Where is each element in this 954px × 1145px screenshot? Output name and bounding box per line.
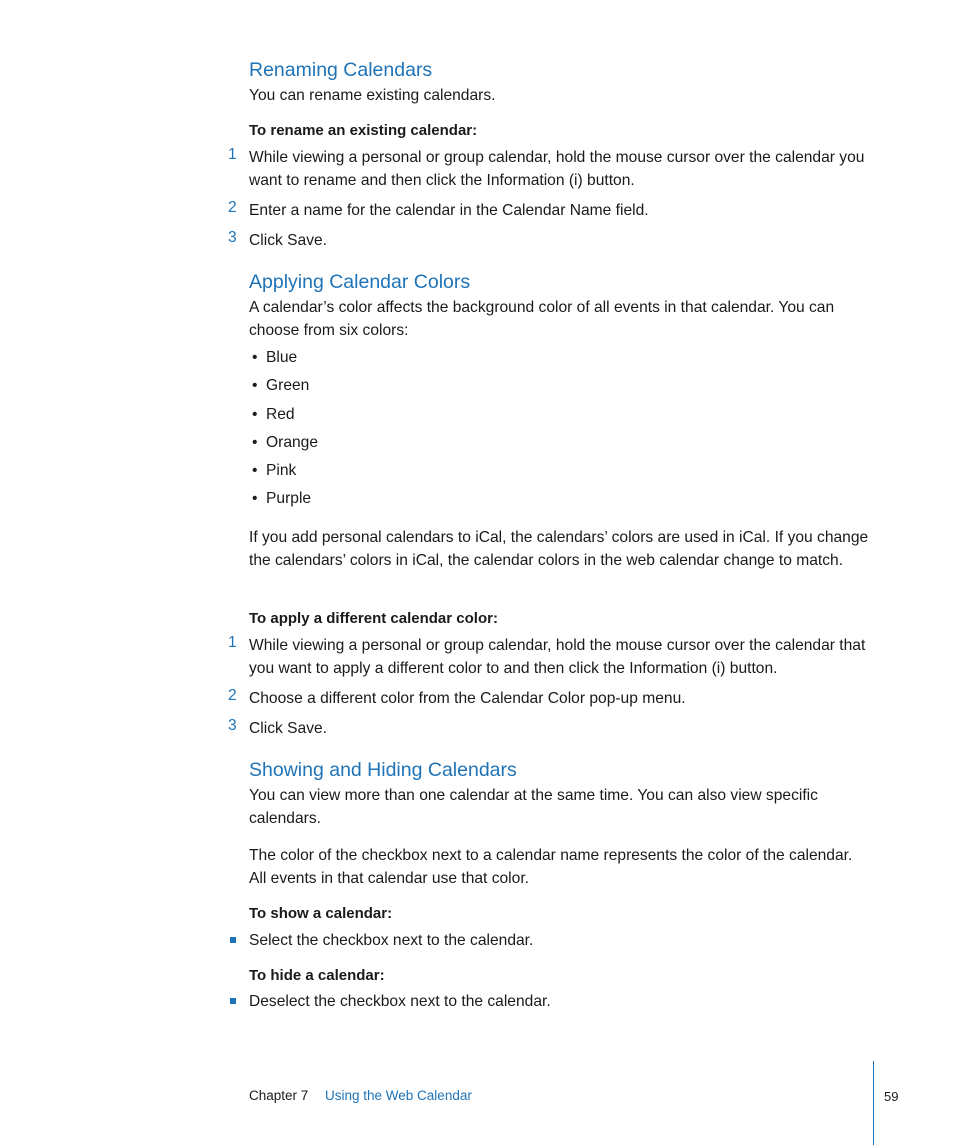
bullet-icon: • <box>252 377 258 394</box>
section-title-colors: Applying Calendar Colors <box>249 271 471 293</box>
showing-intro: You can view more than one calendar at the same time. You can also view specific calendars. <box>249 787 818 827</box>
bullet-icon: • <box>252 434 258 451</box>
step-number: 2 <box>228 199 237 216</box>
show-task-heading: To show a calendar: <box>249 905 393 922</box>
step-text: Choose a different color from the Calendar Color pop-up menu. <box>249 690 686 707</box>
colors-note: If you add personal calendars to iCal, the calendars’ colors are used in iCal. If you change the calendars’ colors in iCal, the calendar colors in the web calendar change to match. <box>249 529 869 569</box>
list-item: Orange <box>266 434 319 451</box>
show-step-text: Select the checkbox next to the calendar. <box>249 932 534 949</box>
page-number: 59 <box>884 1089 899 1104</box>
square-bullet-icon <box>230 998 236 1004</box>
section-title-renaming: Renaming Calendars <box>249 59 433 81</box>
step-text: Click Save. <box>249 720 327 737</box>
renaming-task-heading: To rename an existing calendar: <box>249 122 478 139</box>
step-text: Click Save. <box>249 232 327 249</box>
footer-divider <box>873 1061 874 1145</box>
section-title-showing: Showing and Hiding Calendars <box>249 759 517 781</box>
step-text: While viewing a personal or group calendar, hold the mouse cursor over the calendar that you want to apply a different color to and then click the Information (i) button. <box>249 637 866 677</box>
list-item: Green <box>266 377 310 394</box>
step-number: 1 <box>228 146 237 163</box>
step-number: 3 <box>228 717 237 734</box>
hide-step-text: Deselect the checkbox next to the calendar. <box>249 993 551 1010</box>
bullet-icon: • <box>252 349 258 366</box>
step-number: 2 <box>228 687 237 704</box>
footer-chapter-title: Using the Web Calendar <box>325 1088 472 1103</box>
bullet-icon: • <box>252 462 258 479</box>
showing-note: The color of the checkbox next to a calendar name represents the color of the calendar. All events in that calendar use that color. <box>249 847 853 887</box>
list-item: Red <box>266 406 295 423</box>
footer-chapter: Chapter 7 <box>249 1088 309 1103</box>
step-number: 3 <box>228 229 237 246</box>
colors-task-heading: To apply a different calendar color: <box>249 610 498 627</box>
list-item: Pink <box>266 462 297 479</box>
hide-task-heading: To hide a calendar: <box>249 967 385 984</box>
square-bullet-icon <box>230 937 236 943</box>
colors-intro: A calendar’s color affects the background color of all events in that calendar. You can choose from six colors: <box>249 299 835 339</box>
list-item: Blue <box>266 349 298 366</box>
bullet-icon: • <box>252 406 258 423</box>
step-text: Enter a name for the calendar in the Calendar Name field. <box>249 202 649 219</box>
list-item: Purple <box>266 490 312 507</box>
step-text: While viewing a personal or group calendar, hold the mouse cursor over the calendar you want to rename and then click the Information (i) button. <box>249 149 865 189</box>
bullet-icon: • <box>252 490 258 507</box>
renaming-intro: You can rename existing calendars. <box>249 87 496 104</box>
step-number: 1 <box>228 634 237 651</box>
